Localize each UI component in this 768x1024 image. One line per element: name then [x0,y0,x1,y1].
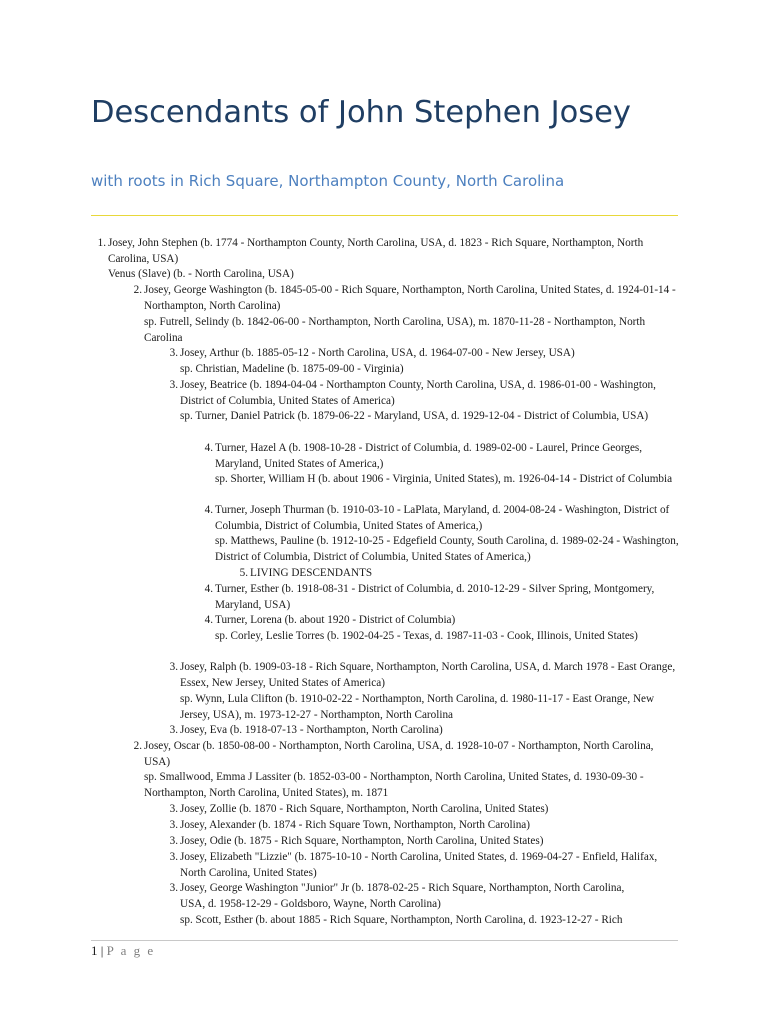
spouse-text: sp. Scott, Esther (b. about 1885 - Rich Square, Northampton, North Carolina, d. 1923-12-27 - Rich [180,914,623,926]
list-item [169,850,680,881]
list-item-text: Josey, George Washington "Junior" Jr (b. 1878-02-25 - Rich Square, Northampton, North Carolina, USA, d. 1958-12-29 - Goldsboro, Wayne, North Carolina) [180,882,625,910]
list-item-number: 1. [97,237,106,249]
list-item-text: Turner, Hazel A (b. 1908-10-28 - District of Columbia, d. 1989-02-00 - Laurel, Prince Georges, Maryland, United States of America,) [215,442,643,470]
list-item-number: 4. [204,583,213,595]
title-divider [91,215,678,216]
spouse-text: sp. Christian, Madeline (b. 1875-09-00 - Virginia) [180,363,404,375]
list-item-text: Josey, Alexander (b. 1874 - Rich Square Town, Northampton, North Carolina) [180,819,531,831]
spouse-line [144,315,680,346]
list-item-text: Josey, George Washington (b. 1845-05-00 - Rich Square, Northampton, North Carolina, United States, d. 1924-01-14 - Northampton, North Carolina) [144,284,676,312]
page-number: 1 [91,943,98,958]
spouse-text: sp. Smallwood, Emma J Lassiter (b. 1852-03-00 - Northampton, North Carolina, United States, d. 1930-09-30 - Northampton, North Carolina, United States), m. 1871 [144,771,644,799]
document-subtitle: with roots in Rich Square, Northampton County, North Carolina [91,172,565,190]
list-item [169,378,680,409]
page-label: P a g e [106,943,156,958]
list-item-number: 3. [169,379,178,391]
list-item-text: Turner, Joseph Thurman (b. 1910-03-10 - LaPlata, Maryland, d. 2004-08-24 - Washington, District of Columbia, District of Columbia, United States of America,) [215,504,670,532]
spouse-line [215,629,660,645]
list-item-text: Josey, Eva (b. 1918-07-13 - Northampton, North Carolina) [180,724,443,736]
list-item [169,660,680,691]
spouse-text: sp. Matthews, Pauline (b. 1912-10-25 - Edgefield County, South Carolina, d. 1989-02-24 - Washington, District of Columbia, District of Columbia, United States of America,) [215,535,679,563]
document-title: Descendants of John Stephen Josey [91,95,631,130]
list-item-text: Josey, Oscar (b. 1850-08-00 - Northampton, North Carolina, USA, d. 1928-10-07 - Northampton, North Carolina, USA) [144,740,654,768]
list-item-text: LIVING DESCENDANTS [250,567,373,579]
list-item-text: Josey, Beatrice (b. 1894-04-04 - Northampton County, North Carolina, USA, d. 1986-01-00 - Washington, District of Columbia, United States of America) [180,379,656,407]
list-item-number: 3. [169,851,178,863]
list-item-text: Josey, Arthur (b. 1885-05-12 - North Carolina, USA, d. 1964-07-00 - New Jersey, USA) [180,347,575,359]
list-item-number: 2. [133,284,142,296]
list-item-number: 3. [169,724,178,736]
list-item [169,818,680,834]
spouse-line [144,770,680,801]
spouse-text: sp. Corley, Leslie Torres (b. 1902-04-25 - Texas, d. 1987-11-03 - Cook, Illinois, United States) [215,630,638,642]
list-item [204,613,680,629]
spouse-line [180,692,680,723]
spouse-text: sp. Wynn, Lula Clifton (b. 1910-02-22 - Northampton, North Carolina, d. 1980-11-17 - East Orange, New Jersey, USA), m. 1973-12-27 - Northampton, North Carolina [180,693,655,721]
spouse-line [180,913,700,929]
list-item-number: 3. [169,661,178,673]
list-item-number: 4. [204,442,213,454]
footer-divider [91,940,678,941]
list-item-number: 4. [204,614,213,626]
spouse-text: sp. Futrell, Selindy (b. 1842-06-00 - Northampton, North Carolina, USA), m. 1870-11-28 - Northampton, North Carolina [144,316,646,344]
list-item-number: 3. [169,835,178,847]
list-item-number: 3. [169,803,178,815]
list-item-number: 2. [133,740,142,752]
list-item-number: 3. [169,882,178,894]
list-item [169,802,680,818]
page-footer [91,943,155,959]
spouse-line [215,534,680,565]
list-item [169,723,680,739]
list-item [204,503,680,534]
list-item [169,346,680,362]
list-item [133,283,680,314]
spouse-line [180,409,680,425]
spouse-line [215,472,680,488]
list-item-text: Josey, Ralph (b. 1909-03-18 - Rich Square, Northampton, North Carolina, USA, d. March 1978 - East Orange, Essex, New Jersey, United States of America) [180,661,676,689]
list-item-number: 3. [169,347,178,359]
spouse-line [108,267,680,283]
list-item-text: Turner, Esther (b. 1918-08-31 - District of Columbia, d. 2010-12-29 - Silver Spring, Montgomery, Maryland, USA) [215,583,655,611]
spouse-text: Venus (Slave) (b. - North Carolina, USA) [108,268,294,280]
list-item-text: Josey, Odie (b. 1875 - Rich Square, Northampton, North Carolina, United States) [180,835,544,847]
list-item [204,441,680,472]
spouse-text: sp. Shorter, William H (b. about 1906 - Virginia, United States), m. 1926-04-14 - District of Columbia [215,473,673,485]
list-item [169,834,680,850]
list-item-text: Turner, Lorena (b. about 1920 - District of Columbia) [215,614,456,626]
list-item-text: Josey, John Stephen (b. 1774 - Northampton County, North Carolina, USA, d. 1823 - Rich Square, Northampton, North Carolina, USA) [108,237,644,265]
list-item-number: 5. [239,567,248,579]
spouse-line [180,362,680,378]
list-item-text: Josey, Elizabeth "Lizzie" (b. 1875-10-10 - North Carolina, United States, d. 1969-04-27 - Enfield, Halifax, North Carolina, United States) [180,851,658,879]
spouse-text: sp. Turner, Daniel Patrick (b. 1879-06-22 - Maryland, USA, d. 1929-12-04 - District of Columbia, USA) [180,410,649,422]
list-item-number: 3. [169,819,178,831]
list-item [169,881,650,912]
list-item-number: 4. [204,504,213,516]
list-item [133,739,680,770]
list-item [97,236,680,267]
footer-separator: | [100,943,104,958]
list-item [204,582,680,613]
list-item-text: Josey, Zollie (b. 1870 - Rich Square, Northampton, North Carolina, United States) [180,803,549,815]
list-item [239,566,680,582]
